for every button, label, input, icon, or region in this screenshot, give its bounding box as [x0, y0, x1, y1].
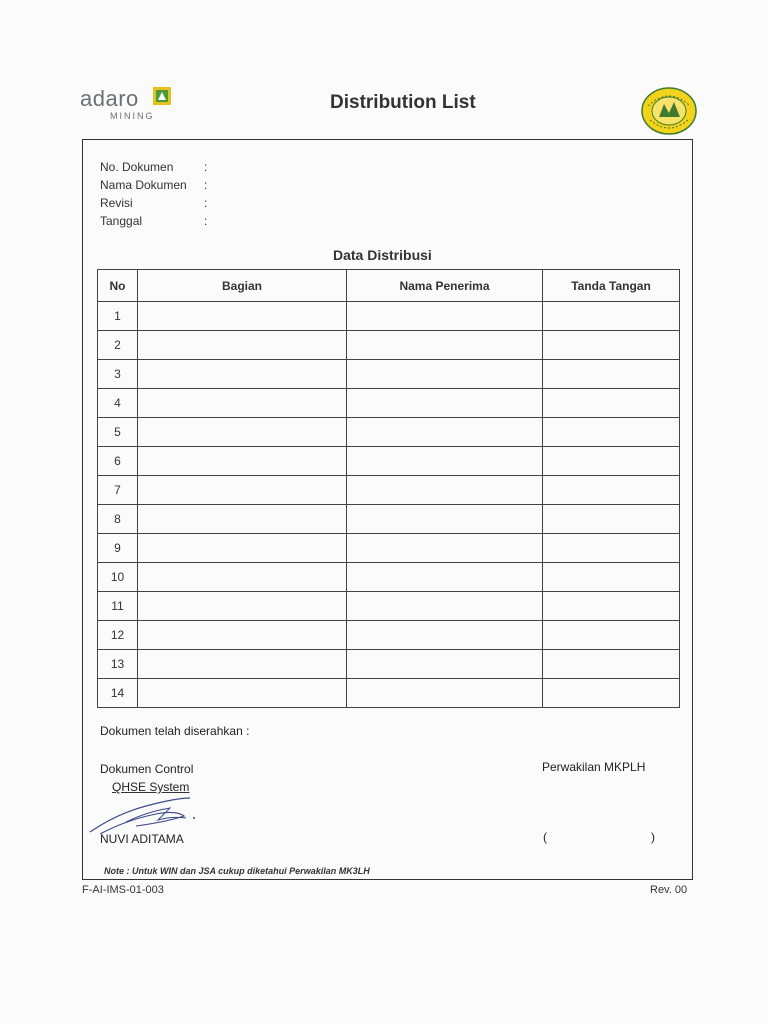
table-row: [98, 476, 680, 505]
info-label: No. Dokumen: [100, 160, 174, 174]
cell-nama-penerima[interactable]: [347, 476, 543, 505]
ims-badge: [640, 86, 698, 141]
info-row-revisi: Revisi :: [100, 196, 208, 210]
table-row: [98, 679, 680, 708]
table-row: [98, 418, 680, 447]
adaro-mark-icon: [152, 86, 172, 106]
ims-seal-icon: [640, 86, 698, 136]
cell-bagian[interactable]: [138, 476, 347, 505]
info-label: Revisi: [100, 196, 133, 210]
table-header-row: [98, 270, 680, 302]
form-code: F-AI-IMS-01-003: [82, 884, 164, 896]
cell-nama-penerima[interactable]: [347, 331, 543, 360]
logo-wordmark: adaro: [80, 86, 139, 111]
adaro-logo: [80, 86, 180, 126]
column-header-nama-penerima: Nama Penerima: [347, 270, 543, 302]
distribution-table: [97, 269, 680, 708]
cell-tanda-tangan[interactable]: [543, 505, 680, 534]
cell-bagian[interactable]: [138, 302, 347, 331]
row-number: 12: [98, 621, 138, 650]
info-row-no-dokumen: No. Dokumen :: [100, 160, 208, 174]
document-control-block: [100, 760, 193, 796]
cell-nama-penerima[interactable]: [347, 563, 543, 592]
table-row: [98, 447, 680, 476]
cell-bagian[interactable]: [138, 360, 347, 389]
cell-tanda-tangan[interactable]: [543, 418, 680, 447]
column-header-no: No: [98, 270, 138, 302]
document-info: [100, 158, 207, 230]
cell-bagian[interactable]: [138, 563, 347, 592]
table-row: [98, 534, 680, 563]
cell-nama-penerima[interactable]: [347, 418, 543, 447]
cell-bagian[interactable]: [138, 447, 347, 476]
row-number: 3: [98, 360, 138, 389]
cell-tanda-tangan[interactable]: [543, 592, 680, 621]
cell-bagian[interactable]: [138, 331, 347, 360]
row-number: 10: [98, 563, 138, 592]
cell-nama-penerima[interactable]: [347, 447, 543, 476]
cell-tanda-tangan[interactable]: [543, 563, 680, 592]
cell-bagian[interactable]: [138, 650, 347, 679]
paren-open: (: [543, 830, 547, 844]
cell-nama-penerima[interactable]: [347, 302, 543, 331]
table-row: [98, 331, 680, 360]
handed-over-label: Dokumen telah diserahkan :: [100, 724, 250, 738]
table-row: [98, 650, 680, 679]
representative-name-field[interactable]: [543, 830, 655, 844]
row-number: 13: [98, 650, 138, 679]
cell-bagian[interactable]: [138, 621, 347, 650]
column-header-bagian: Bagian: [138, 270, 347, 302]
table-row: [98, 621, 680, 650]
cell-nama-penerima[interactable]: [347, 505, 543, 534]
info-label: Nama Dokumen: [100, 178, 187, 192]
info-row-tanggal: Tanggal :: [100, 214, 208, 228]
cell-nama-penerima[interactable]: [347, 650, 543, 679]
table-row: [98, 592, 680, 621]
row-number: 9: [98, 534, 138, 563]
cell-nama-penerima[interactable]: [347, 389, 543, 418]
table-row: [98, 360, 680, 389]
cell-nama-penerima[interactable]: [347, 534, 543, 563]
row-number: 7: [98, 476, 138, 505]
cell-bagian[interactable]: [138, 592, 347, 621]
table-row: [98, 505, 680, 534]
cell-bagian[interactable]: [138, 505, 347, 534]
cell-bagian[interactable]: [138, 418, 347, 447]
cell-tanda-tangan[interactable]: [543, 331, 680, 360]
row-number: 6: [98, 447, 138, 476]
table-row: [98, 389, 680, 418]
info-row-nama-dokumen: Nama Dokumen :: [100, 178, 208, 192]
cell-nama-penerima[interactable]: [347, 360, 543, 389]
row-number: 2: [98, 331, 138, 360]
cell-tanda-tangan[interactable]: [543, 302, 680, 331]
paren-close: ): [651, 830, 655, 844]
table-row: [98, 302, 680, 331]
cell-nama-penerima[interactable]: [347, 621, 543, 650]
row-number: 4: [98, 389, 138, 418]
cell-tanda-tangan[interactable]: [543, 534, 680, 563]
info-label: Tanggal: [100, 214, 143, 228]
cell-bagian[interactable]: [138, 679, 347, 708]
cell-tanda-tangan[interactable]: [543, 679, 680, 708]
note-text: Note : Untuk WIN dan JSA cukup diketahui Perwakilan MK3LH: [104, 866, 370, 876]
revision-label: Rev. 00: [650, 884, 688, 896]
row-number: 5: [98, 418, 138, 447]
cell-tanda-tangan[interactable]: [543, 650, 680, 679]
cell-nama-penerima[interactable]: [347, 679, 543, 708]
cell-bagian[interactable]: [138, 534, 347, 563]
row-number: 14: [98, 679, 138, 708]
column-header-tanda-tangan: Tanda Tangan: [543, 270, 680, 302]
qhse-system-label: QHSE System: [112, 780, 190, 794]
cell-tanda-tangan[interactable]: [543, 476, 680, 505]
page-title: Distribution List: [330, 92, 476, 113]
section-title: Data Distribusi: [333, 247, 432, 263]
signer-name: NUVI ADITAMA: [100, 832, 184, 846]
cell-tanda-tangan[interactable]: [543, 360, 680, 389]
row-number: 8: [98, 505, 138, 534]
cell-tanda-tangan[interactable]: [543, 447, 680, 476]
logo-subtext: MINING: [110, 111, 155, 121]
cell-tanda-tangan[interactable]: [543, 621, 680, 650]
cell-bagian[interactable]: [138, 389, 347, 418]
row-number: 11: [98, 592, 138, 621]
representative-label: Perwakilan MKPLH: [542, 760, 646, 774]
table-row: [98, 563, 680, 592]
row-number: 1: [98, 302, 138, 331]
document-control-label: Dokumen Control: [100, 762, 194, 776]
cell-nama-penerima[interactable]: [347, 592, 543, 621]
cell-tanda-tangan[interactable]: [543, 389, 680, 418]
